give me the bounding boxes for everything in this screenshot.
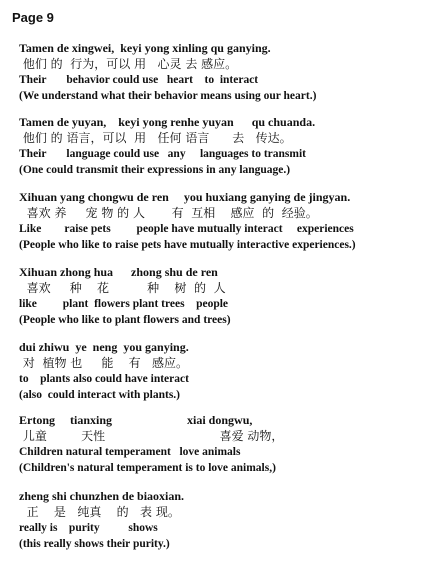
page-number: Page 9 bbox=[12, 10, 54, 25]
chinese-line: 正 是 纯真 的 表 现。 bbox=[19, 505, 180, 519]
gloss-line: Like raise pets people have mutually interact experiences bbox=[19, 223, 354, 235]
stanza-4 bbox=[19, 264, 419, 328]
gloss-line: Children natural temperament love animals bbox=[19, 446, 241, 458]
translation-line: (People who like to plant flowers and trees) bbox=[19, 314, 231, 326]
stanza-5 bbox=[19, 339, 419, 403]
chinese-line: 喜欢 养 宠 物 的 人 有 互相 感应 的 经验。 bbox=[19, 206, 318, 220]
chinese-line: 对 植物 也 能 有 感应。 bbox=[19, 356, 189, 370]
translation-line: (also could interact with plants.) bbox=[19, 389, 180, 401]
stanza-7 bbox=[19, 488, 419, 552]
pinyin-line: Ertong tianxing xiai dongwu, bbox=[19, 413, 253, 427]
pinyin-line: Tamen de xingwei, keyi yong xinling qu ganying. bbox=[19, 41, 271, 55]
chinese-line: 儿童 天性 喜爱 动物， bbox=[19, 429, 284, 443]
stanza-3 bbox=[19, 189, 419, 253]
stanza-1 bbox=[19, 40, 419, 104]
gloss-line: really is purity shows bbox=[19, 522, 158, 534]
chinese-line: 他们 的 语言，可以 用 任何 语言 去 传达。 bbox=[19, 131, 292, 145]
pinyin-line: dui zhiwu ye neng you ganying. bbox=[19, 340, 189, 354]
pinyin-line: zheng shi chunzhen de biaoxian. bbox=[19, 489, 185, 503]
pinyin-line: Xihuan zhong hua zhong shu de ren bbox=[19, 265, 218, 279]
stanza-6 bbox=[19, 412, 419, 476]
chinese-line: 喜欢 种 花 种 树 的 人 bbox=[19, 281, 226, 295]
pinyin-line: Xihuan yang chongwu de ren you huxiang ganying de jingyan. bbox=[19, 190, 351, 204]
chinese-line: 他们 的 行为，可以 用 心灵 去 感应。 bbox=[19, 57, 238, 71]
pinyin-line: Tamen de yuyan, keyi yong renhe yuyan qu chuanda. bbox=[19, 115, 316, 129]
translation-line: (this really shows their purity.) bbox=[19, 538, 170, 550]
stanza-2 bbox=[19, 114, 419, 178]
translation-line: (Children's natural temperament is to love animals,) bbox=[19, 462, 276, 474]
translation-line: (One could transmit their expressions in any language.) bbox=[19, 164, 291, 176]
translation-line: (People who like to raise pets have mutually interactive experiences.) bbox=[19, 239, 356, 251]
gloss-line: Their language could use any languages to transmit bbox=[19, 148, 306, 160]
translation-line: (We understand what their behavior means using our heart.) bbox=[19, 90, 317, 102]
gloss-line: Their behavior could use heart to interact bbox=[19, 74, 259, 86]
gloss-line: like plant flowers plant trees people bbox=[19, 298, 229, 310]
gloss-line: to plants also could have interact bbox=[19, 373, 189, 385]
